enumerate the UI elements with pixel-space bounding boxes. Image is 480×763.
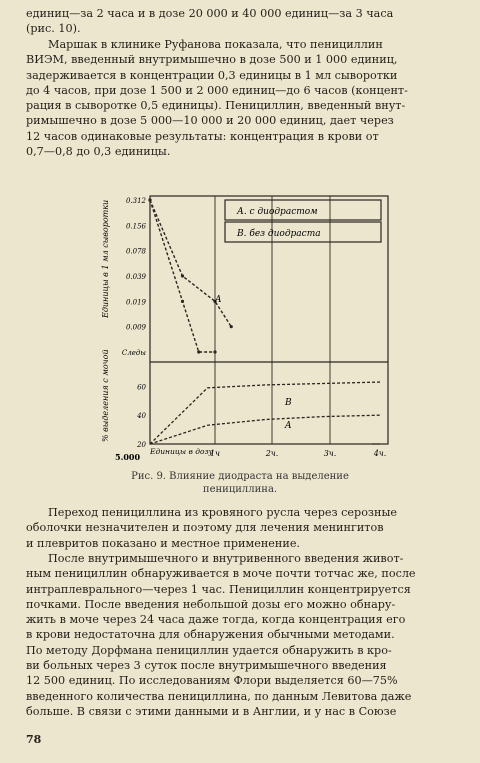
y-tick-label: 40 — [137, 412, 146, 421]
data-point — [213, 350, 216, 353]
paragraph-serous — [26, 505, 472, 551]
top-y-ticks — [122, 197, 147, 357]
data-point — [230, 325, 233, 328]
figure-caption-cont: пенициллина. — [202, 484, 278, 495]
curve-line-B — [150, 382, 380, 444]
x-corner-label: Единицы в дозу — [150, 447, 214, 456]
data-point — [181, 300, 184, 303]
text-line: больше. В связи с этими данными и в Англии, и у нас в Союзе — [26, 704, 397, 718]
text-line: задерживается в концентрации 0,3 единицы в 1 мл сыворотки — [26, 68, 398, 82]
text-line: (рис. 10). — [26, 22, 81, 35]
text-line: введенного количества пенициллина, по данным Левитова даже — [26, 689, 412, 703]
bottom-panel-curves — [150, 382, 380, 444]
y-tick-label: 0.009 — [125, 323, 146, 332]
x-axis-ticks — [210, 449, 386, 458]
x-tick-label: 3ч. — [323, 449, 337, 458]
curve-a-label-top: A — [215, 295, 222, 305]
data-point — [181, 274, 184, 277]
text-line: жить в моче через 24 часа даже тогда, когда концентрация его — [26, 613, 406, 627]
text-line: единиц—за 2 часа и в дозе 20 000 и 40 000 единиц—за 3 часа — [26, 7, 394, 20]
y-tick-label: 20 — [137, 441, 146, 449]
dose-label: 5.000 — [115, 452, 141, 462]
text-line: Переход пенициллина из кровяного русла через серозные — [48, 506, 398, 519]
bottom-y-ticks — [136, 383, 146, 449]
y-axis-label-top: Единицы в 1 мл сыворотки — [101, 199, 110, 318]
y-tick-label: 60 — [137, 383, 146, 392]
y-tick-label: 0.039 — [125, 273, 146, 281]
text-line: После внутримышечного и внутривенного введения живот- — [48, 552, 404, 565]
y-tick-label: 0.156 — [125, 222, 146, 231]
y-tick-label: 0.078 — [125, 247, 146, 256]
text-line: По методу Дорфмана пенициллин удается обнаружить в кро- — [26, 643, 392, 657]
text-line: 12 500 единиц. По исследованиям Флори выделяется 60—75% — [26, 674, 398, 688]
text-line: интраплеврального—через 1 час. Пенициллин концентрируется — [26, 582, 411, 596]
legend-a-label: А. с диодрастом — [237, 207, 318, 217]
curve-a-label-bottom: A — [285, 421, 292, 431]
text-line: 12 часов одинаковые результаты: концентрация в крови от — [26, 129, 379, 143]
text-line: оболочки незначителен и поэтому для лечения менингитов — [26, 521, 384, 535]
text-line: в крови недостаточна для обнаружения обычными методами. — [26, 628, 395, 642]
text-line: ным пенициллин обнаруживается в моче почти тотчас же, после — [26, 567, 416, 581]
curve-line-A — [150, 415, 380, 444]
legend-b-label: В. без диодраста — [237, 229, 321, 239]
text-line: ВИЭМ, введенный внутримышечно в дозе 500 и 1 000 единиц, — [26, 53, 398, 67]
text-line: 0,7—0,8 до 0,3 единицы. — [26, 145, 171, 159]
text-line: почками. После введения небольшой дозы его можно обнару- — [26, 597, 396, 611]
y-axis-label-bottom: % выделения с мочой — [101, 349, 110, 442]
y-tick-label: 0.019 — [125, 298, 146, 307]
curve-line-A — [150, 200, 231, 327]
curve-b-label-bottom: B — [285, 398, 292, 408]
x-tick-label: 2ч. — [265, 449, 279, 458]
x-tick-label: 4ч. — [373, 449, 387, 458]
figure-caption: Рис. 9. Влияние диодраста на выделение — [131, 471, 349, 482]
text-line: ви больных через 3 суток после внутримышечного введения — [26, 659, 387, 673]
text-line: до 4 часов, при дозе 1 500 и 2 000 единиц—до 6 часов (концент- — [26, 83, 408, 97]
paragraph-urine — [26, 551, 472, 719]
text-line: рация в сыворотке 0,5 единицы). Пенициллин, введенный внут- — [26, 99, 406, 113]
y-tick-label: 0.312 — [125, 197, 146, 205]
page-number: 78 — [26, 733, 42, 746]
top-panel-curves — [148, 198, 232, 353]
data-point — [148, 198, 151, 201]
text-line: и плевритов показано и местное применение. — [26, 536, 300, 550]
data-point — [197, 350, 200, 353]
y-tick-label: Следы — [121, 349, 146, 357]
text-line: римышечно в дозе 5 000—10 000 и 20 000 единиц, дает через — [26, 114, 394, 128]
text-line: Маршак в клинике Руфанова показала, что пенициллин — [48, 38, 383, 51]
x-tick-label: 1ч — [209, 449, 221, 458]
